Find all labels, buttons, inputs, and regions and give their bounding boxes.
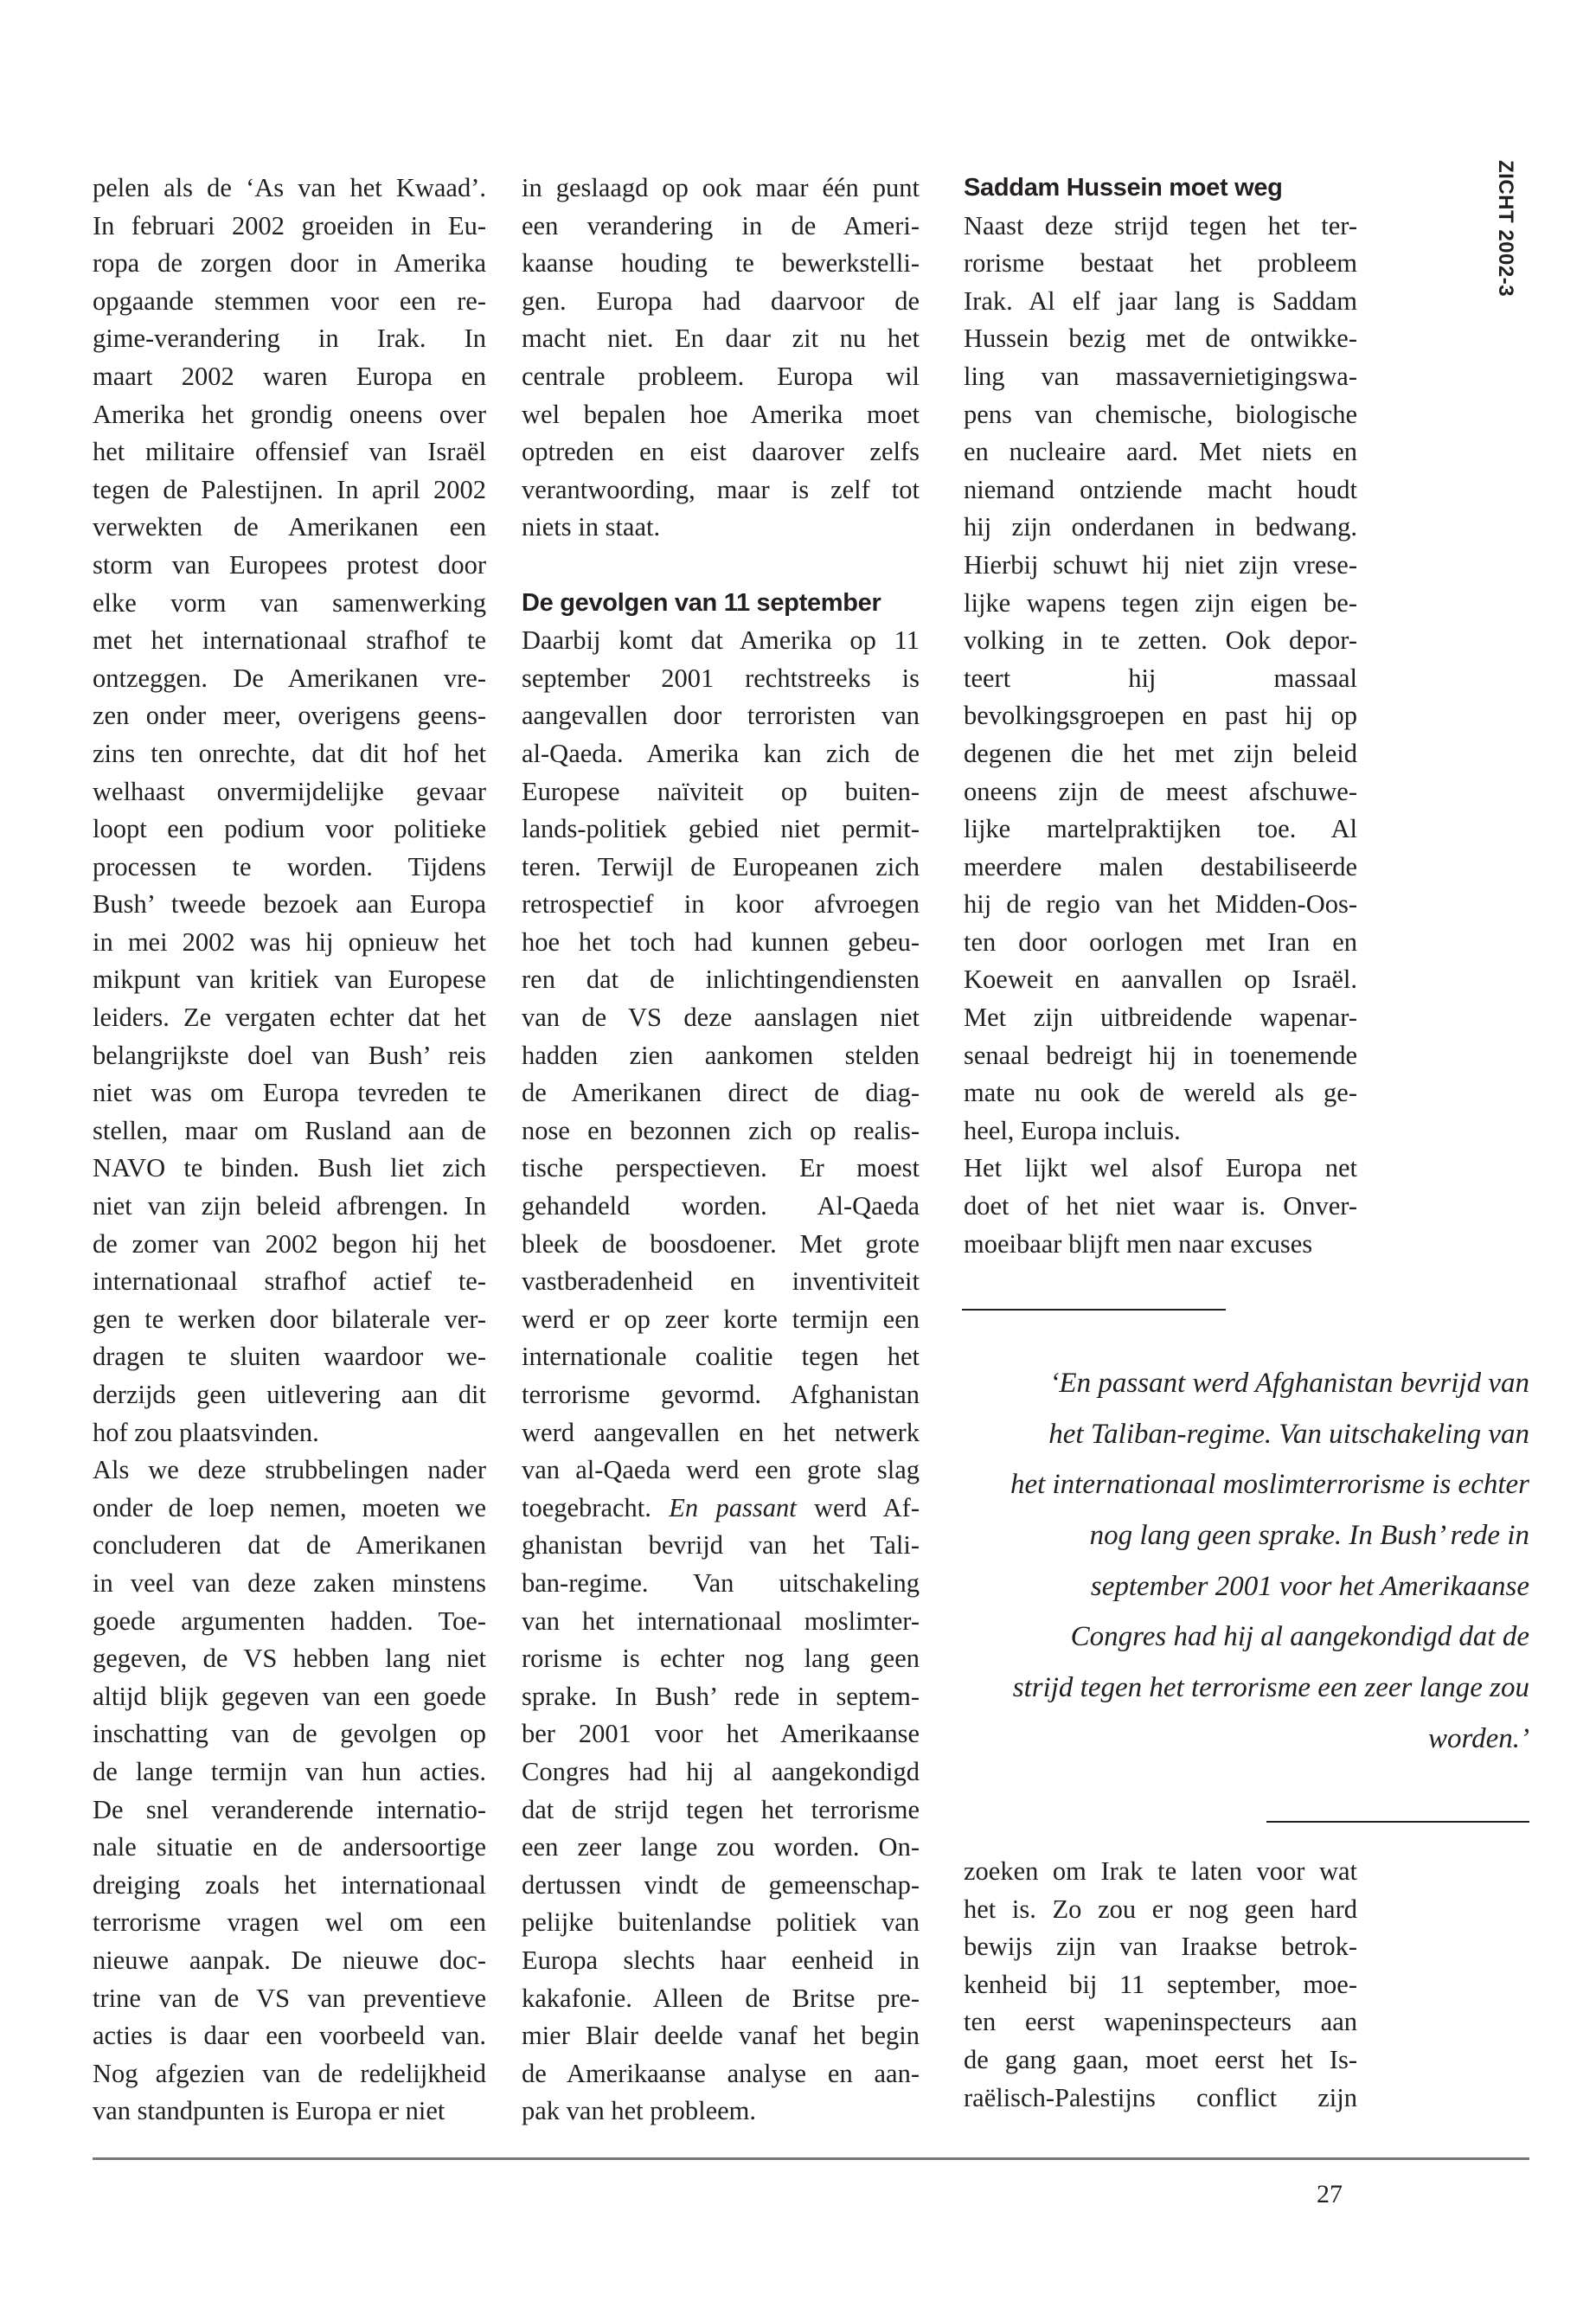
page-number: 27	[1317, 2180, 1343, 2208]
body-line: altijd blijk gegeven van een goede	[93, 1681, 486, 1711]
body-line: ontzeggen. De Amerikanen vre-	[93, 663, 486, 693]
body-line: niet van zijn beleid afbrengen. In	[93, 1191, 486, 1221]
body-line: verantwoording, maar is zelf tot	[522, 474, 920, 504]
body-line: nieuwe aanpak. De nieuwe doc-	[93, 1945, 486, 1975]
body-line: rorisme bestaat het probleem	[964, 248, 1357, 279]
body-line: gegeven, de VS hebben lang niet	[93, 1644, 486, 1674]
body-line: Met zijn uitbreidende wapenar-	[964, 1003, 1357, 1033]
body-line: stellen, maar om Rusland aan de	[93, 1115, 486, 1145]
italic-term: En passant	[669, 1492, 797, 1522]
body-line: aangevallen door terroristen van	[522, 701, 920, 731]
body-line-italic	[522, 1490, 920, 1528]
body-line: niemand ontziende macht houdt	[964, 474, 1357, 504]
body-line: ban-regime. Van uitschakeling	[522, 1567, 920, 1598]
body-line: van het internationaal moslimter-	[522, 1606, 920, 1636]
body-line: volking in te zetten. Ook depor-	[964, 625, 1357, 656]
body-line: in geslaagd op ook maar één punt	[522, 173, 920, 202]
body-line: de Amerikanen direct de diag-	[522, 1078, 920, 1108]
body-line: wel bepalen hoe Amerika moet	[522, 399, 920, 429]
body-line: bevolkingsgroepen en past hij op	[964, 701, 1357, 731]
body-line: centrale probleem. Europa wil	[522, 361, 920, 391]
column-2-intro	[522, 170, 920, 547]
body-line: pelijke buitenlandse politiek van	[522, 1907, 920, 1938]
body-line: al-Qaeda. Amerika kan zich de	[522, 738, 920, 768]
section-heading-saddam: Saddam Hussein moet weg	[964, 174, 1283, 202]
body-line: nose en bezonnen zich op realis-	[522, 1115, 920, 1145]
body-line: het is. Zo zou er nog geen hard	[964, 1894, 1357, 1924]
body-line: Bush’ tweede bezoek aan Europa	[93, 889, 486, 920]
body-line: ten eerst wapeninspecteurs aan	[964, 2007, 1357, 2037]
body-line: Europa slechts haar eenheid in	[522, 1945, 920, 1975]
body-line: hij de regio van het Midden-Oos-	[964, 889, 1357, 920]
body-line: ropa de zorgen door in Amerika	[93, 248, 486, 279]
body-line: zen onder meer, overigens geens-	[93, 701, 486, 731]
column-1	[93, 170, 486, 2131]
body-line: meerdere malen destabiliseerde	[964, 851, 1357, 881]
body-line: processen te worden. Tijdens	[93, 851, 486, 881]
body-line: vastberadenheid en inventiviteit	[522, 1266, 920, 1297]
spacer	[522, 547, 920, 585]
pull-quote-line: het Taliban-regime. Van uitschakeling van	[1048, 1418, 1529, 1450]
body-line: hij zijn onderdanen in bedwang.	[964, 512, 1357, 542]
body-line: ten door oorlogen met Iran en	[964, 926, 1357, 957]
body-line: acties is daar een voorbeeld van.	[93, 2021, 486, 2051]
body-line: mate nu ook de wereld als ge-	[964, 1078, 1357, 1108]
column-2	[522, 170, 920, 2131]
body-line: de zomer van 2002 begon hij het	[93, 1228, 486, 1259]
body-line: dat de strijd tegen het terrorisme	[522, 1794, 920, 1824]
body-line: verwekten de Amerikanen een	[93, 512, 486, 542]
body-line: moeibaar blijft men naar excuses	[964, 1228, 1313, 1259]
body-line: elke vorm van samenwerking	[93, 587, 486, 618]
pull-quote-line: worden.’	[1427, 1722, 1529, 1754]
body-line: zins ten onrechte, dat dit hof het	[93, 738, 486, 768]
body-line: ber 2001 voor het Amerikaanse	[522, 1719, 920, 1749]
body-line: onder de loep nemen, moeten we	[93, 1492, 486, 1522]
pull-quote-line: Congres had hij al aangekondigd dat de	[1070, 1621, 1529, 1653]
body-line: ghanistan bevrijd van het Tali-	[522, 1530, 920, 1561]
body-line: gen te werken door bilaterale ver-	[93, 1304, 486, 1334]
body-line: tische perspectieven. Er moest	[522, 1153, 920, 1183]
body-line: sprake. In Bush’ rede in septem-	[522, 1681, 920, 1711]
body-line: de lange termijn van hun acties.	[93, 1756, 486, 1786]
column-3-continuation	[964, 1853, 1357, 2117]
body-line: de Amerikaanse analyse en aan-	[522, 2058, 920, 2088]
body-line: inschatting van de gevolgen op	[93, 1719, 486, 1749]
body-line: ren dat de inlichtingendiensten	[522, 965, 920, 995]
body-line: pens van chemische, biologische	[964, 399, 1357, 429]
body-line: Nog afgezien van de redelijkheid	[93, 2058, 486, 2088]
body-line: bleek de boosdoener. Met grote	[522, 1228, 920, 1259]
body-line: niet was om Europa tevreden te	[93, 1078, 486, 1108]
body-line: niets in staat.	[522, 512, 661, 542]
column-3-body	[964, 208, 1357, 1264]
body-line: derzijds geen uitlevering aan dit	[93, 1380, 486, 1409]
body-line: storm van Europees protest door	[93, 549, 486, 580]
body-line: In februari 2002 groeiden in Eu-	[93, 210, 486, 240]
body-line: gehandeld worden. Al-Qaeda	[522, 1191, 920, 1221]
pull-quote-line: het internationaal moslimterrorisme is echter	[1010, 1469, 1529, 1501]
body-line: kakafonie. Alleen de Britse pre-	[522, 1983, 920, 2013]
running-head: ZICHT 2002-3	[1494, 160, 1517, 298]
body-line: zoeken om Irak te laten voor wat	[964, 1856, 1357, 1886]
body-line: pelen als de ‘As van het Kwaad’.	[93, 173, 486, 202]
body-line: bewijs zijn van Iraakse betrok-	[964, 1932, 1357, 1962]
body-line: dreiging zoals het internationaal	[93, 1869, 486, 1900]
body-line: Het lijkt wel alsof Europa net	[964, 1153, 1357, 1183]
body-line: De snel veranderende internatio-	[93, 1794, 486, 1824]
section-heading-gevolgen: De gevolgen van 11 september	[522, 588, 881, 617]
body-line: Congres had hij al aangekondigd	[522, 1756, 920, 1786]
body-line: Irak. Al elf jaar lang is Saddam	[964, 285, 1357, 316]
body-line: een verandering in de Ameri-	[522, 210, 920, 240]
body-line: maart 2002 waren Europa en	[93, 361, 486, 391]
body-line: oneens zijn de meest afschuwe-	[964, 776, 1357, 806]
footer-rule	[93, 2157, 1529, 2160]
pull-quote-line: strijd tegen het terrorisme een zeer lange zou	[1012, 1672, 1529, 1704]
body-line: Europese naïviteit op buiten-	[522, 776, 920, 806]
body-line: van standpunten is Europa er niet	[93, 2096, 445, 2126]
body-line: hadden zien aankomen stelden	[522, 1040, 920, 1070]
body-line: van de VS deze aanslagen niet	[522, 1003, 920, 1033]
body-line: concluderen dat de Amerikanen	[93, 1530, 486, 1561]
body-line: ling van massavernietigingswa-	[964, 361, 1357, 391]
body-line: het militaire offensief van Israël	[93, 437, 486, 467]
body-line: lands-politiek gebied niet permit-	[522, 814, 920, 844]
body-line: leiders. Ze vergaten echter dat het	[93, 1003, 486, 1033]
body-line: met het internationaal strafhof te	[93, 625, 486, 656]
body-line: een zeer lange zou worden. On-	[522, 1832, 920, 1862]
body-line: internationaal strafhof actief te-	[93, 1266, 486, 1297]
body-line: rorisme is echter nog lang geen	[522, 1644, 920, 1674]
body-line: raëlisch-Palestijns conflict zijn	[964, 2082, 1357, 2112]
column-2-body-b	[522, 1527, 920, 2131]
body-line: Koeweit en aanvallen op Israël.	[964, 965, 1357, 995]
body-line: trine van de VS van preventieve	[93, 1983, 486, 2013]
body-line: loopt een podium voor politieke	[93, 814, 486, 844]
body-line: lijke martelpraktijken toe. Al	[964, 814, 1357, 844]
body-line: van al-Qaeda werd een grote slag	[522, 1455, 920, 1485]
body-line: Hussein bezig met de ontwikke-	[964, 324, 1357, 354]
column-3	[964, 170, 1357, 1263]
body-line: mikpunt van kritiek van Europese	[93, 965, 486, 995]
body-line: nale situatie en de andersoortige	[93, 1832, 486, 1862]
body-line: hof zou plaatsvinden.	[93, 1417, 319, 1447]
body-line: lijke wapens tegen zijn eigen be-	[964, 587, 1357, 618]
body-line: gime-verandering in Irak. In	[93, 324, 486, 354]
body-line: senaal bedreigt hij in toenemende	[964, 1040, 1357, 1070]
body-line: in veel van deze zaken minstens	[93, 1567, 486, 1598]
body-line: internationale coalitie tegen het	[522, 1342, 920, 1372]
body-line: terrorisme gevormd. Afghanistan	[522, 1380, 920, 1409]
body-line: retrospectief in koor afvroegen	[522, 889, 920, 920]
body-line: heel, Europa incluis.	[964, 1115, 1181, 1145]
body-line: en nucleaire aard. Met niets en	[964, 437, 1357, 467]
body-line: kenheid bij 11 september, moe-	[964, 1969, 1357, 1999]
body-line: tegen de Palestijnen. In april 2002	[93, 474, 486, 504]
text-run: werd Af-	[796, 1492, 920, 1522]
pull-quote	[960, 1358, 1529, 1765]
body-line: NAVO te binden. Bush liet zich	[93, 1153, 486, 1183]
pull-quote-line: september 2001 voor het Amerikaanse	[1090, 1570, 1529, 1602]
body-line: kaanse houding te bewerkstelli-	[522, 248, 920, 279]
body-line: werd aangevallen en het netwerk	[522, 1417, 920, 1447]
body-line: terrorisme vragen wel om een	[93, 1907, 486, 1938]
body-line: pak van het probleem.	[522, 2096, 757, 2126]
body-line: optreden en eist daarover zelfs	[522, 437, 920, 467]
column-2-body-a	[522, 622, 920, 1490]
body-line: september 2001 rechtstreeks is	[522, 663, 920, 693]
body-line: Naast deze strijd tegen het ter-	[964, 210, 1357, 240]
body-line: teert hij massaal	[964, 663, 1357, 693]
text-run: toegebracht.	[522, 1492, 670, 1522]
body-line: degenen die het met zijn beleid	[964, 738, 1357, 768]
body-line: belangrijkste doel van Bush’ reis	[93, 1040, 486, 1070]
body-line: dragen te sluiten waardoor we-	[93, 1342, 486, 1372]
body-line: macht niet. En daar zit nu het	[522, 324, 920, 354]
body-line: Als we deze strubbelingen nader	[93, 1455, 486, 1485]
body-line: Hierbij schuwt hij niet zijn vrese-	[964, 549, 1357, 580]
body-line: in mei 2002 was hij opnieuw het	[93, 926, 486, 957]
pull-quote-line: ‘En passant werd Afghanistan bevrijd van	[1049, 1368, 1529, 1399]
body-line: goede argumenten hadden. Toe-	[93, 1606, 486, 1636]
pull-quote-rule-top	[962, 1309, 1226, 1311]
body-line: werd er op zeer korte termijn een	[522, 1304, 920, 1334]
body-line: de gang gaan, moet eerst het Is-	[964, 2044, 1357, 2074]
body-line: mier Blair deelde vanaf het begin	[522, 2021, 920, 2051]
body-line: Daarbij komt dat Amerika op 11	[522, 625, 920, 656]
body-line: hoe het toch had kunnen gebeu-	[522, 926, 920, 957]
pull-quote-rule-bottom	[1266, 1821, 1529, 1823]
body-line: opgaande stemmen voor een re-	[93, 285, 486, 316]
body-line: welhaast onvermijdelijke gevaar	[93, 776, 486, 806]
body-line: doet of het niet waar is. Onver-	[964, 1191, 1357, 1221]
pull-quote-line: nog lang geen sprake. In Bush’ rede in	[1089, 1520, 1529, 1552]
body-line: dertussen vindt de gemeenschap-	[522, 1869, 920, 1900]
body-line: Amerika het grondig oneens over	[93, 399, 486, 429]
body-line: teren. Terwijl de Europeanen zich	[522, 851, 920, 881]
body-line: gen. Europa had daarvoor de	[522, 285, 920, 316]
